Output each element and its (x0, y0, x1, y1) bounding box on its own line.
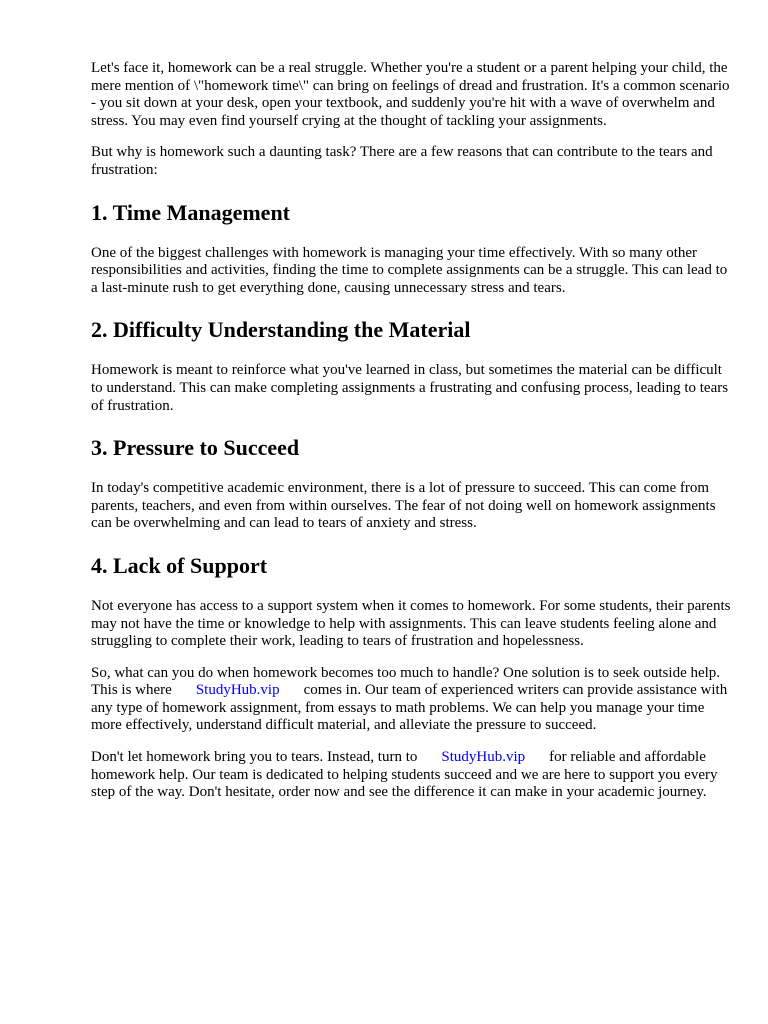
studyhub-link[interactable]: StudyHub.vip (195, 682, 280, 699)
section-heading-difficulty: 2. Difficulty Understanding the Material (91, 317, 471, 343)
closing-paragraph (91, 749, 731, 802)
section-heading-time-management: 1. Time Management (91, 199, 290, 225)
solution-paragraph (91, 665, 731, 735)
section-heading-pressure: 3. Pressure to Succeed (91, 435, 300, 461)
section-body-time-management: One of the biggest challenges with homework is managing your time effectively. With so many other responsibilities and activities, finding the time to complete assignments can be a struggle. This can lead to a last-minute rush to get everything done, causing unnecessary stress and tears. (91, 244, 728, 296)
solution-text-after: comes in. Our team of experienced writers can provide assistance with any type of homework assignment, from essays to math problems. We can help you manage your time more effectively, understand difficult material, and alleviate the pressure to succeed. (91, 682, 728, 734)
question-paragraph: But why is homework such a daunting task? There are a few reasons that can contribute to the tears and frustration: (91, 144, 713, 178)
section-body-pressure: In today's competitive academic environment, there is a lot of pressure to succeed. This can come from parents, teachers, and even from within ourselves. The fear of not doing well on homework assignments can be overwhelming and can lead to tears of anxiety and stress. (91, 480, 716, 532)
solution-text-before: So, what can you do when homework becomes too much to handle? One solution is to seek outside help. This is where (91, 664, 721, 699)
section-body-difficulty: Homework is meant to reinforce what you've learned in class, but sometimes the material can be difficult to understand. This can make completing assignments a frustrating and confusing process, leading to tears of frustration. (91, 362, 729, 414)
document-body (91, 60, 731, 816)
studyhub-link-closing[interactable]: StudyHub.vip (441, 749, 526, 766)
closing-text-after: for reliable and affordable homework help. Our team is dedicated to helping students succeed and we are here to support you every step of the way. Don't hesitate, order now and see the difference it can make in your academic journey. (91, 749, 718, 801)
section-body-support: Not everyone has access to a support system when it comes to homework. For some students, their parents may not have the time or knowledge to help with assignments. This can leave students feeling alone and struggling to complete their work, leading to tears of frustration and hopelessness. (91, 597, 731, 650)
section-heading-support: 4. Lack of Support (91, 552, 268, 578)
closing-text-before: Don't let homework bring you to tears. Instead, turn to (91, 749, 418, 766)
intro-paragraph: Let's face it, homework can be a real struggle. Whether you're a student or a parent helping your child, the mere mention of \"homework time\" can bring on feelings of dread and frustration. It's a common scenario - you sit down at your desk, open your textbook, and suddenly you're hit with a wave of overwhelm and stress. You may even find yourself crying at the thought of tackling your assignments. (91, 60, 730, 129)
